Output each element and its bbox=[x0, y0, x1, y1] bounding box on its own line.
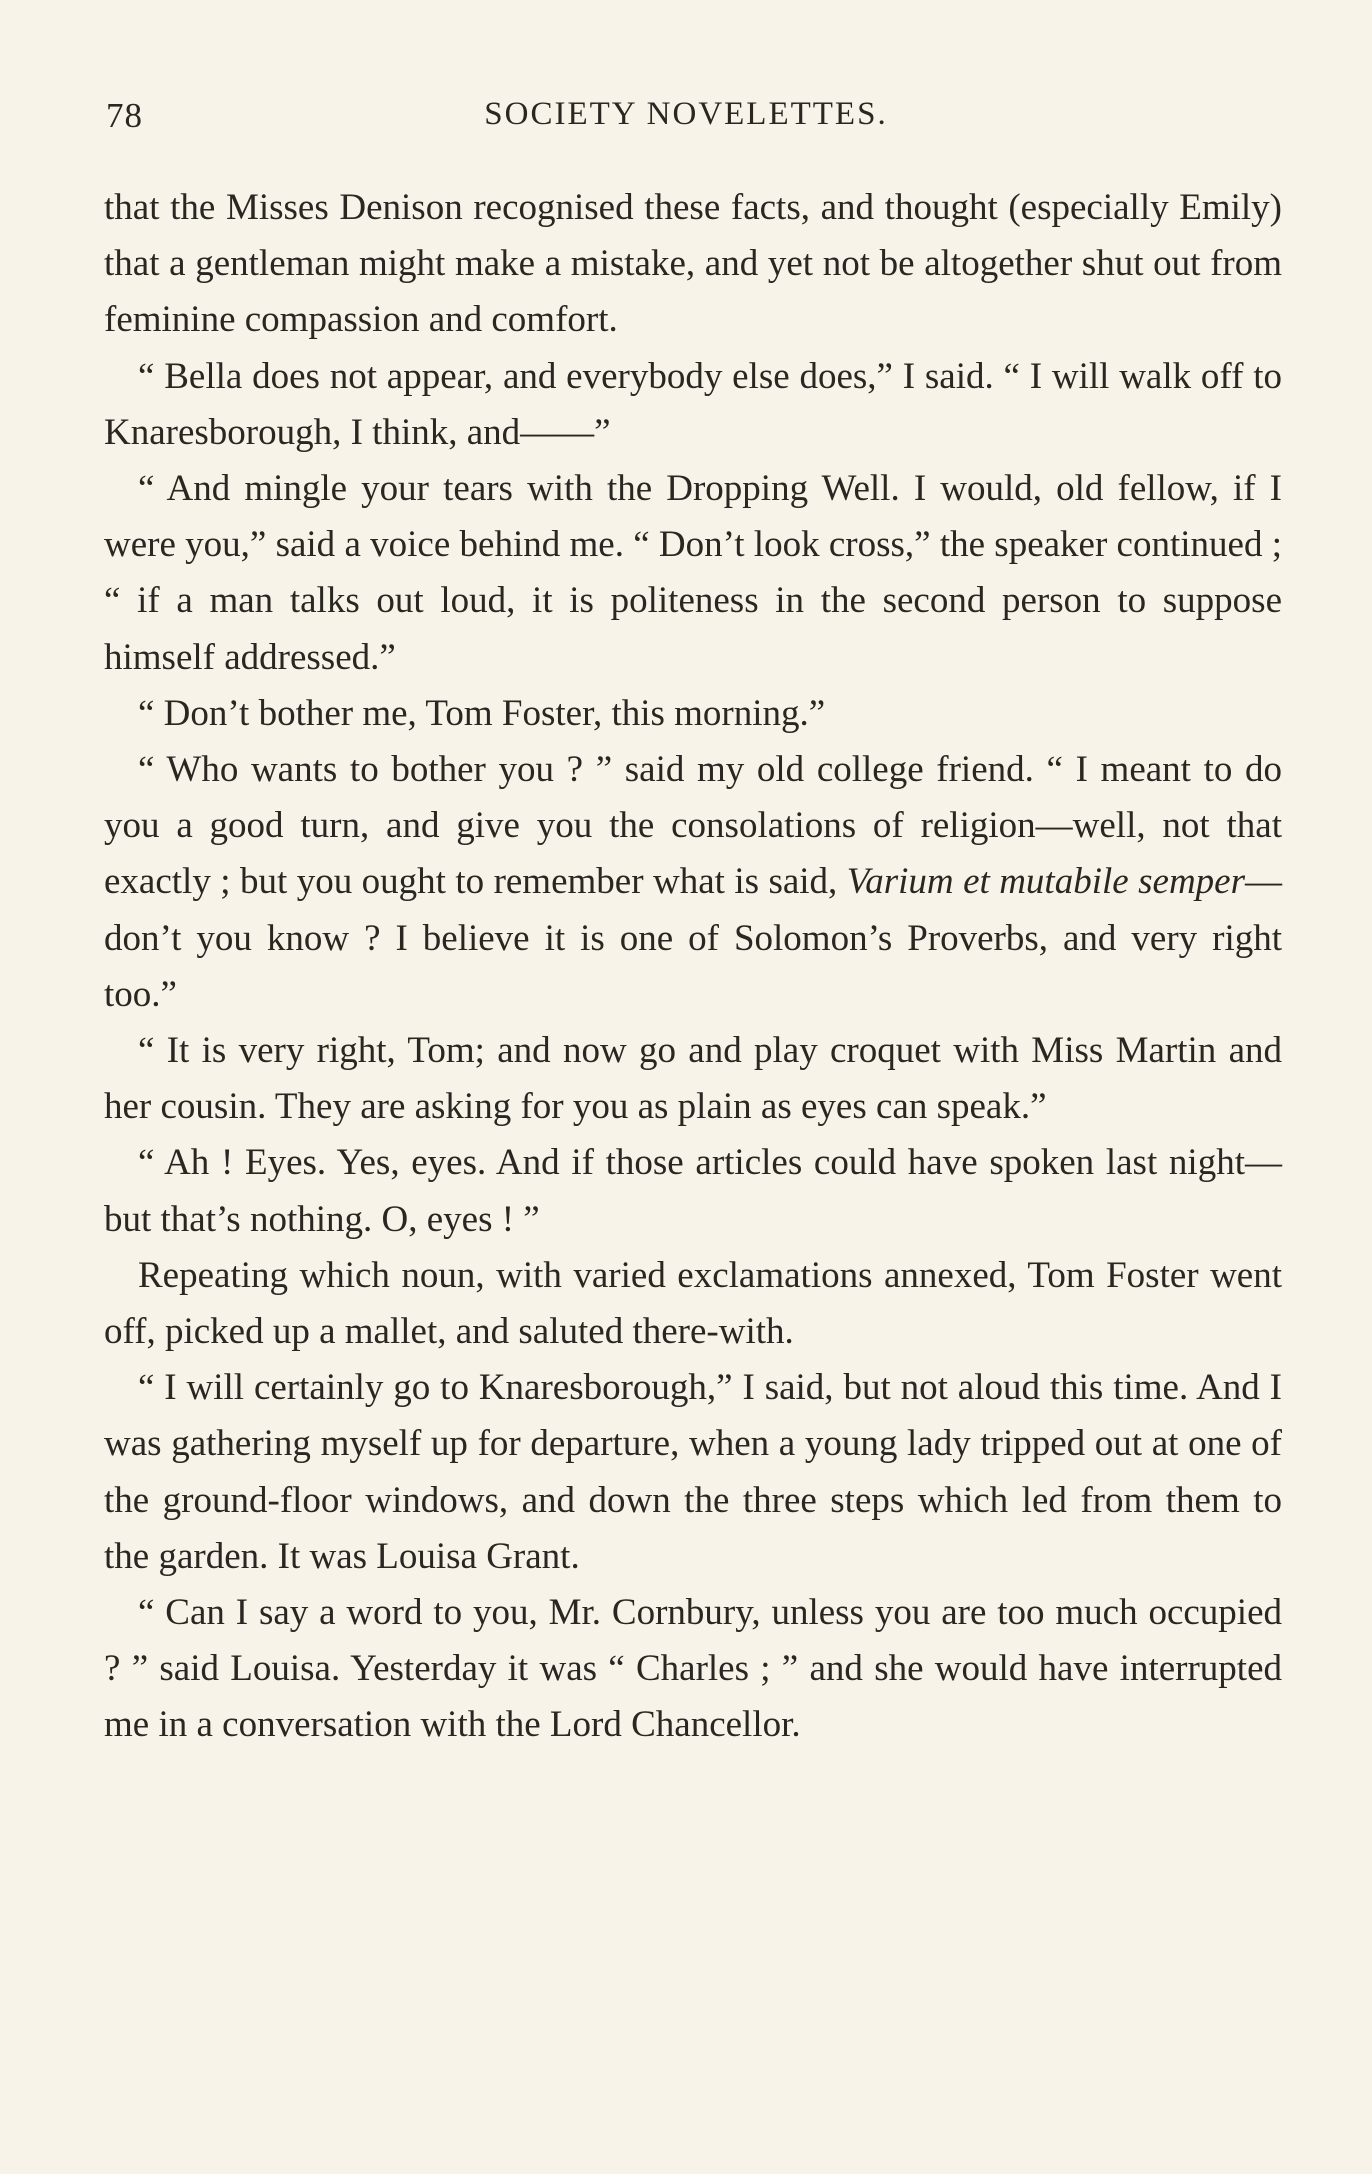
paragraph: “ I will certainly go to Knaresborough,” I said, but not aloud this time. And I was gathering myself up for departure, when a young lady tripped out at one of the ground-floor windows, and down the three steps which led from them to the garden. It was Louisa Grant. bbox=[104, 1367, 1282, 1577]
paragraph-text: —don’t you know ? I believe it is one of Solomon’s Proverbs, and very right too.” bbox=[104, 861, 1282, 1015]
page-number: 78 bbox=[106, 96, 143, 135]
paragraph-with-latin-quote bbox=[104, 742, 1282, 1023]
paragraph-text: “ Who wants to bother you ? ” said my old college friend. “ I meant to do you a good turn, and give you the consolations of religion—well, not that exactly ; but you ought to remember what is said, bbox=[104, 749, 1282, 903]
paragraph: “ Don’t bother me, Tom Foster, this morning.” bbox=[138, 692, 826, 734]
paragraph: Repeating which noun, with varied exclamations annexed, Tom Foster went off, picked up a mallet, and saluted there-with. bbox=[104, 1254, 1282, 1353]
body-text bbox=[104, 180, 1282, 1754]
latin-quotation: Varium et mutabile semper bbox=[846, 861, 1245, 903]
paragraph: “ Can I say a word to you, Mr. Cornbury, unless you are too much occupied ? ” said Louisa. Yesterday it was “ Charles ; ” and she would have interrupted me in a conversation with the Lord Chancellor. bbox=[104, 1592, 1282, 1746]
paragraph: “ It is very right, Tom; and now go and play croquet with Miss Martin and her cousin. They are asking for you as plain as eyes can speak.” bbox=[104, 1030, 1282, 1128]
running-title: SOCIETY NOVELETTES. bbox=[484, 96, 888, 132]
paragraph: “ Bella does not appear, and everybody else does,” I said. “ I will walk off to Knaresborough, I think, and——” bbox=[104, 355, 1282, 453]
running-head bbox=[106, 96, 1266, 146]
paragraph: “ Ah ! Eyes. Yes, eyes. And if those articles could have spoken last night—but that’s nothing. O, eyes ! ” bbox=[104, 1142, 1282, 1240]
paragraph: “ And mingle your tears with the Dropping Well. I would, old fellow, if I were you,” said a voice behind me. “ Don’t look cross,” the speaker continued ; “ if a man talks out loud, it is politeness in the second person to suppose himself addressed.” bbox=[104, 468, 1282, 678]
paragraph-continuation: that the Misses Denison recognised these facts, and thought (especially Emily) that a gentleman might make a mistake, and yet not be altogether shut out from feminine compassion and comfort. bbox=[104, 187, 1282, 341]
